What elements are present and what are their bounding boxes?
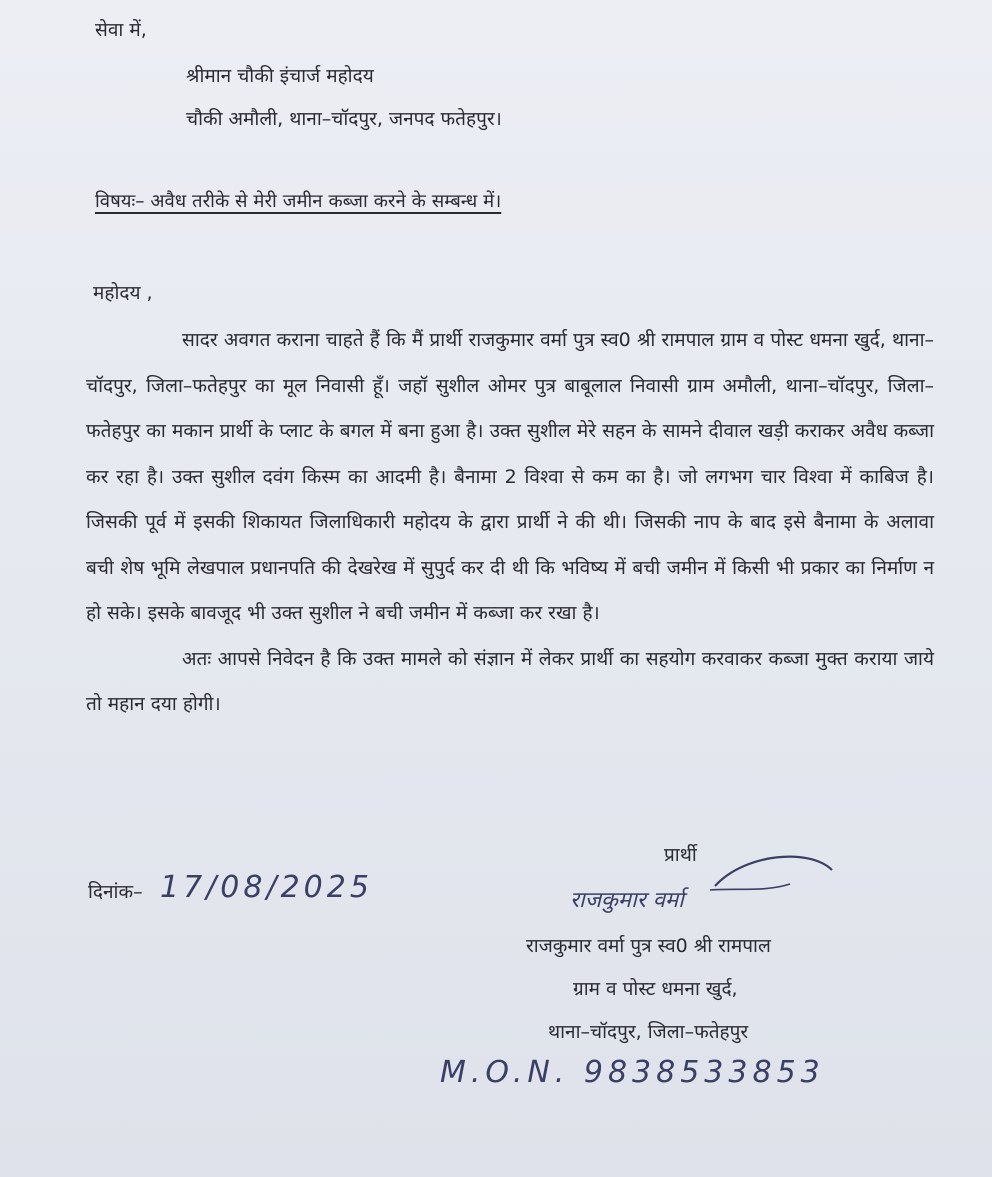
recipient-line-1: श्रीमान चौकी इंचार्ज महोदय (186, 65, 374, 87)
mobile-handwritten: M.O.N. 9838533853 (440, 1055, 825, 1090)
signature-handwritten: राजकुमार वर्मा (570, 888, 684, 913)
date-handwritten: 17/08/2025 (160, 870, 373, 905)
body-paragraph-2: अतः आपसे निवेदन है कि उक्त मामले को संज्ञान में लेकर प्रार्थी का सहयोग करवाकर कब्जा मुक्त कराया जाये तो महान दया होगी। (86, 647, 934, 715)
date-label: दिनांक– (88, 881, 143, 903)
applicant-label: प्रार्थी (664, 844, 697, 866)
sender-line-2: ग्राम व पोस्ट धमना खुर्द, (573, 978, 738, 1000)
subject-line: विषयः– अवैध तरीके से मेरी जमीन कब्जा करने के सम्बन्ध में। (95, 191, 502, 212)
body-paragraph-1: सादर अवगत कराना चाहते हैं कि मैं प्रार्थी राजकुमार वर्मा पुत्र स्व0 श्री रामपाल ग्राम व पोस्ट धमना खुर्द, थाना–चॉदपुर, जिला–फतेहपुर का मूल निवासी हूँ। जहॉ सुशील ओमर पुत्र बाबूलाल निवासी ग्राम अमौली, थाना–चॉदपुर, जिला–फतेहपुर का मकान प्रार्थी के प्लाट के बगल में बना हुआ है। उक्त सुशील मेरे सहन के सामने दीवाल खड़ी कराकर अवैध कब्जा कर रहा है। उक्त सुशील दवंग किस्म का आदमी है। बैनामा 2 विश्वा से कम का है। जो लगभग चार विश्वा में काबिज है। जिसकी पूर्व में इसकी शिकायत जिलाधिकारी महोदय के द्वारा प्रार्थी ने की थी। जिसकी नाप के बाद इसे बैनामा के अलावा बची शेष भूमि लेखपाल प्रधानपति की देखरेख में सुपुर्द कर दी थी कि भविष्य में बची जमीन में किसी भी प्रकार का निर्माण न हो सके। इसके बावजूद भी उक्त सुशील ने बची जमीन में कब्जा कर रखा है। (86, 329, 934, 624)
greeting: महोदय , (93, 282, 153, 304)
letter-body (86, 318, 934, 728)
salutation-to: सेवा में, (95, 19, 147, 41)
sender-line-3: थाना–चॉदपुर, जिला–फतेहपुर (548, 1021, 749, 1043)
sender-line-1: राजकुमार वर्मा पुत्र स्व0 श्री रामपाल (526, 935, 771, 957)
recipient-line-2: चौकी अमौली, थाना–चॉदपुर, जनपद फतेहपुर। (186, 108, 502, 130)
